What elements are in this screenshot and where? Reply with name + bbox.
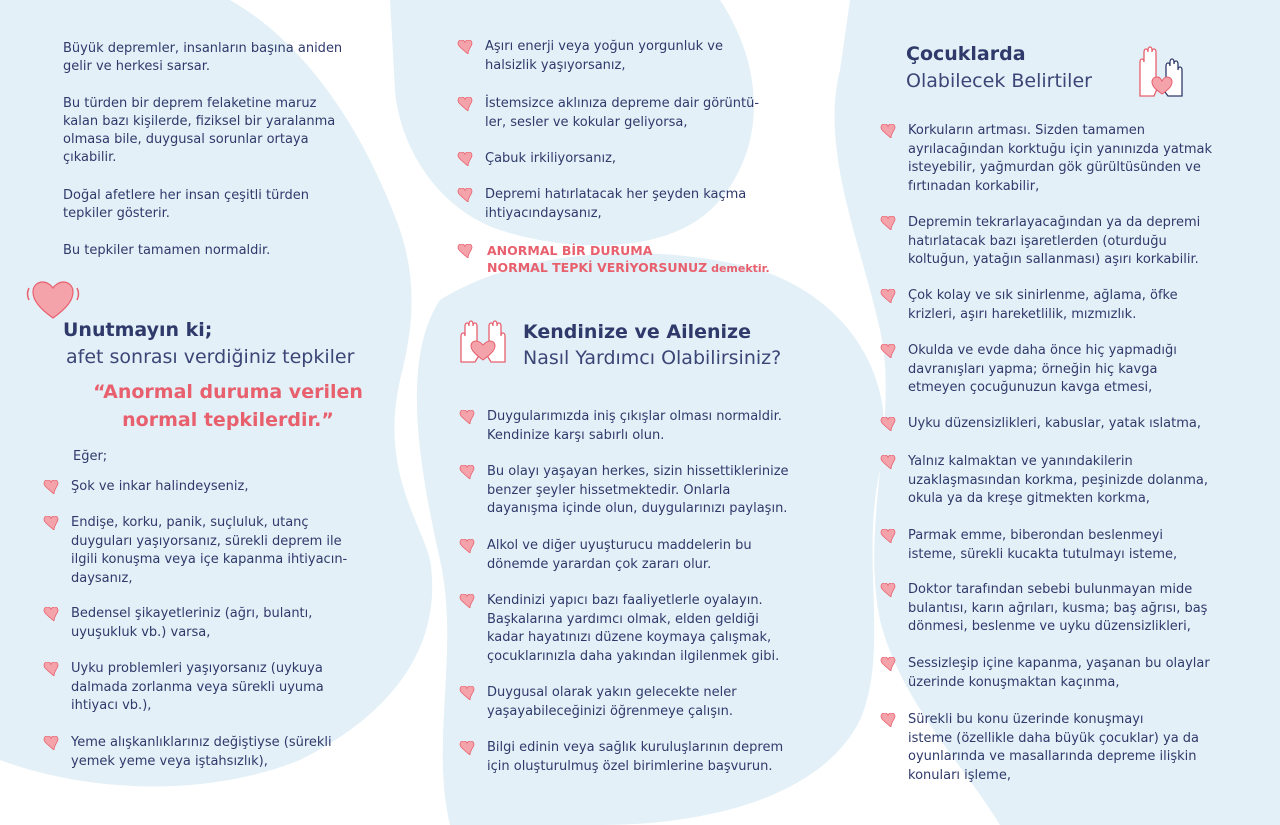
reminder-quote <box>63 378 393 434</box>
reaction-list-item <box>41 478 371 497</box>
reaction-list-item-text: Uyku problemleri yaşıyorsanız (uykuya dalmada zorlanma veya sürekli uyuma ihtiyacı vb.), <box>71 661 324 713</box>
reaction-list-item <box>41 660 371 716</box>
child-symptom-item-text: Korkuların artması. Sizden tamamen ayrılacağından korktuğu için yanınızda yatmak isteyebilir, yağmurdan gök gürültüsünden ve fırtınadan korkabilir, <box>908 123 1213 194</box>
help-list-item-text: Duygusal olarak yakın gelecekte neler yaşayabileceğinizi öğrenmeye çalışın. <box>487 685 737 719</box>
reaction-list-item-text: Çabuk irkiliyorsanız, <box>485 151 617 166</box>
reaction-list-item-text: Yeme alışkanlıklarınız değiştiyse (sürekli yemek yeme veya iştahsızlık), <box>71 735 332 769</box>
reaction-list-item-text: Bedensel şikayetleriniz (ağrı, bulantı, uyuşukluk vb.) varsa, <box>71 606 313 640</box>
intro-paragraph: Bu tepkiler tamamen normaldir. <box>63 243 271 258</box>
alert-line: NORMAL TEPKİ VERİYORSUNUZ demektir. <box>487 260 770 275</box>
reaction-list-item-text: Endişe, korku, panik, suçluluk, utanç duyguları yaşıyorsanız, sürekli deprem ile ilgili konuşma veya içe kapanma ihtiyacın- daysanız, <box>71 515 348 586</box>
child-symptom-item-text: Sürekli bu konu üzerinde konuşmayı isteme (özellikle daha büyük çocuklar) ya da oyunlarında ve masallarında depreme ilişkin konuları işleme, <box>908 712 1200 783</box>
help-list-item <box>457 739 827 776</box>
heart-bullet-icon <box>457 686 477 700</box>
reaction-list-item <box>455 150 825 169</box>
heart-bullet-icon <box>41 480 61 494</box>
heart-bullet-icon <box>455 40 475 54</box>
help-list-item-text: Duygularımızda iniş çıkışlar olması normaldir. Kendinize karşı sabırlı olun. <box>487 409 782 443</box>
heart-bullet-icon <box>878 713 898 727</box>
reaction-list-item-text: Şok ve inkar halindeyseniz, <box>71 479 249 494</box>
alert-line: ANORMAL BİR DURUMA <box>487 243 653 258</box>
help-list-item-text: Bilgi edinin veya sağlık kuruluşlarının deprem için oluşturulmuş özel birimlerine başvurun. <box>487 740 784 774</box>
children-section-title: Çocuklarda <box>906 43 1026 65</box>
heart-bullet-icon <box>41 607 61 621</box>
help-list-item-text: Bu olayı yaşayan herkes, sizin hissettiklerinize benzer şeyler hissetmektedir. Onlarla dayanışma içinde olun, duygularınızı paylaşın. <box>487 464 789 516</box>
child-symptom-item-text: Çok kolay ve sık sinirlenme, ağlama, öfke krizleri, aşırı hareketlilik, mızmızlık. <box>908 288 1178 322</box>
reminder-subtitle: afet sonrası verdiğiniz tepkiler <box>66 346 355 368</box>
heart-bullet-icon <box>457 465 477 479</box>
raised-hands-icon <box>1132 44 1188 100</box>
child-symptom-item <box>878 453 1268 509</box>
heart-bullet-icon <box>878 455 898 469</box>
heart-bullet-icon <box>878 124 898 138</box>
help-list-item <box>457 684 827 721</box>
child-symptom-item-text: Yalnız kalmaktan ve yanındakilerin uzaklaşmasından korkma, peşinizde dolanma, okula ya da kreşe gitmekten korkma, <box>908 454 1209 506</box>
reaction-list-item-text: Aşırı enerji veya yoğun yorgunluk ve halsizlik yaşıyorsanız, <box>485 39 723 73</box>
help-list-item <box>457 408 827 445</box>
child-symptom-item-text: Depremin tekrarlayacağından ya da depremi hatırlatacak bazı işaretlerden (oturduğu koltuğun, yatağın sallanması) aşırı korkabilir. <box>908 215 1201 267</box>
children-section-subtitle: Olabilecek Belirtiler <box>906 70 1092 92</box>
heart-bullet-icon <box>457 741 477 755</box>
heart-bullet-icon <box>455 188 475 202</box>
child-symptom-item <box>878 415 1268 434</box>
child-symptom-item-text: Okulda ve evde daha önce hiç yapmadığı davranışları yapma; örneğin hiç kavga etmeyen çocuğunuzun kavga etmesi, <box>908 343 1177 395</box>
reaction-list-item <box>455 38 825 75</box>
heart-bullet-icon <box>41 662 61 676</box>
heart-bullet-icon <box>878 417 898 431</box>
child-symptom-item-text: Doktor tarafından sebebi bulunmayan mide bulantısı, karın ağrıları, kusma; baş ağrısı, baş dönmesi, beslenme ve uyku düzensizlikleri, <box>908 582 1208 634</box>
heart-bullet-icon <box>41 736 61 750</box>
heart-badge-icon <box>25 278 81 322</box>
help-list-item <box>457 537 827 574</box>
help-section-title: Kendinize ve Ailenize <box>523 321 751 343</box>
quote-line: normal tepkilerdir.” <box>122 409 334 431</box>
heart-bullet-icon <box>878 657 898 671</box>
alert-item <box>455 242 825 277</box>
heart-bullet-icon <box>878 344 898 358</box>
child-symptom-item <box>878 581 1268 637</box>
child-symptom-item <box>878 342 1268 398</box>
help-list-item-text: Kendinizi yapıcı bazı faaliyetlerle oyalayın. Başkalarına yardımcı olmak, elden geldiği kadar hayatınızı düzene koymaya çalışmak, çocuklarınızla daha yakından ilgilenmek gibi. <box>487 593 780 664</box>
if-label: Eğer; <box>73 449 108 464</box>
child-symptom-item-text: Parmak emme, biberondan beslenmeyi isteme, sürekli kucakta tutulmayı isteme, <box>908 528 1178 562</box>
child-symptom-item <box>878 655 1268 692</box>
child-symptom-item-text: Uyku düzensizlikleri, kabuslar, yatak ıslatma, <box>908 416 1201 431</box>
help-section-subtitle: Nasıl Yardımcı Olabilirsiniz? <box>523 347 782 369</box>
heart-bullet-icon <box>457 539 477 553</box>
help-list-item <box>457 592 827 666</box>
reaction-list-item-text: İstemsizce aklınıza depreme dair görüntü- ler, sesler ve kokular geliyorsa, <box>485 96 760 130</box>
alert-text <box>487 242 825 277</box>
child-symptom-item <box>878 122 1268 196</box>
help-list-item-text: Alkol ve diğer uyuşturucu maddelerin bu dönemde yarardan çok zararı olur. <box>487 538 752 572</box>
reminder-title: Unutmayın ki; <box>63 319 213 341</box>
heart-bullet-icon <box>878 216 898 230</box>
heart-bullet-icon <box>878 289 898 303</box>
heart-bullet-icon <box>455 244 475 258</box>
heart-bullet-icon <box>457 410 477 424</box>
reaction-list-item <box>455 95 825 132</box>
helping-hands-icon <box>455 318 511 368</box>
intro-paragraph: Doğal afetlere her insan çeşitli türden tepkiler gösterir. <box>63 188 309 221</box>
quote-line: “Anormal duruma verilen <box>93 381 363 403</box>
heart-bullet-icon <box>455 97 475 111</box>
child-symptom-item <box>878 214 1268 270</box>
help-list-item <box>457 463 827 519</box>
reaction-list-item <box>455 186 825 223</box>
intro-paragraph: Büyük depremler, insanların başına aniden gelir ve herkesi sarsar. <box>63 41 343 74</box>
child-symptom-item <box>878 527 1268 564</box>
reaction-list-item <box>41 514 371 588</box>
heart-bullet-icon <box>455 152 475 166</box>
heart-bullet-icon <box>878 583 898 597</box>
reaction-list-item-text: Depremi hatırlatacak her şeyden kaçma ihtiyacındaysanız, <box>485 187 747 221</box>
heart-bullet-icon <box>41 516 61 530</box>
intro-paragraph: Bu türden bir deprem felaketine maruz kalan bazı kişilerde, fiziksel bir yaralanma olmasa bile, duygusal sorunlar ortaya çıkabilir. <box>63 96 336 165</box>
child-symptom-item <box>878 711 1268 785</box>
heart-bullet-icon <box>457 594 477 608</box>
child-symptom-item <box>878 287 1268 324</box>
reaction-list-item <box>41 734 371 771</box>
reaction-list-item <box>41 605 371 642</box>
child-symptom-item-text: Sessizleşip içine kapanma, yaşanan bu olaylar üzerinde konuşmaktan kaçınma, <box>908 656 1210 690</box>
heart-bullet-icon <box>878 529 898 543</box>
